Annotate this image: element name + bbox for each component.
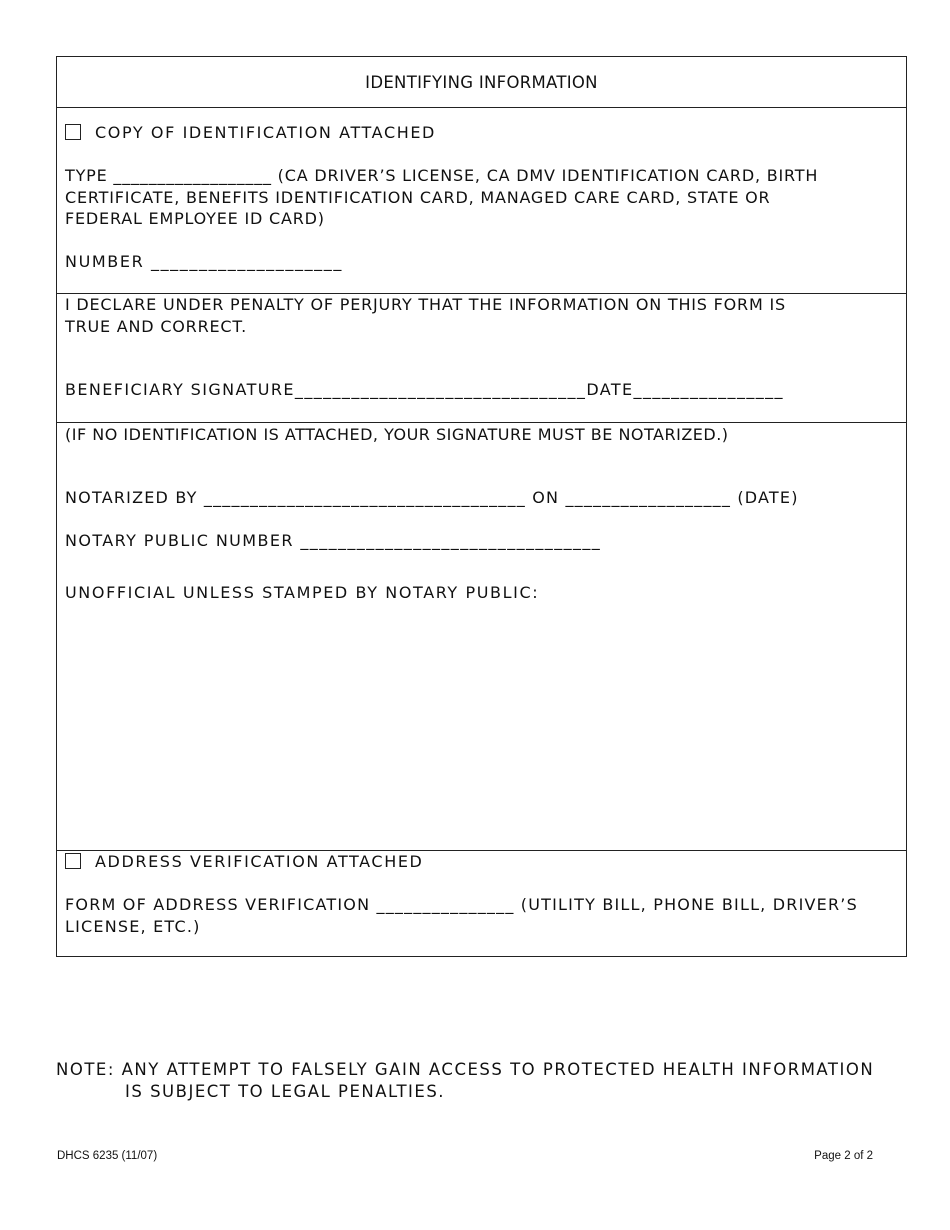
declaration-section	[57, 293, 906, 423]
id-attached-row	[65, 122, 898, 144]
address-section	[57, 850, 906, 957]
legal-note	[56, 1059, 874, 1102]
id-number-line: NUMBER ____________________	[65, 252, 343, 271]
address-attached-checkbox[interactable]	[65, 853, 81, 869]
declaration-line-2: TRUE AND CORRECT.	[65, 316, 247, 336]
address-attached-row	[65, 851, 898, 873]
notary-section	[57, 422, 906, 851]
form-number: DHCS 6235 (11/07)	[57, 1150, 158, 1162]
address-form-line-1: FORM OF ADDRESS VERIFICATION _______________ (UTILITY BILL, PHONE BILL, DRIVER’S	[65, 895, 858, 914]
note-line-1: NOTE: ANY ATTEMPT TO FALSELY GAIN ACCESS TO PROTECTED HEALTH INFORMATION	[56, 1060, 875, 1079]
identifying-information-form	[56, 56, 907, 957]
id-type-line-1: TYPE __________________ (CA DRIVER’S LICENSE, CA DMV IDENTIFICATION CARD, BIRTH	[65, 166, 819, 185]
id-type-line-2: CERTIFICATE, BENEFITS IDENTIFICATION CARD, MANAGED CARE CARD, STATE OR	[65, 187, 771, 207]
notarized-by-line: NOTARIZED BY ___________________________________ ON __________________ (DATE)	[65, 488, 799, 507]
notary-public-number-line: NOTARY PUBLIC NUMBER ________________________________	[65, 531, 602, 550]
address-attached-label: ADDRESS VERIFICATION ATTACHED	[95, 852, 424, 871]
declaration-line-1: I DECLARE UNDER PENALTY OF PERJURY THAT THE INFORMATION ON THIS FORM IS	[65, 295, 786, 314]
identification-section	[57, 107, 906, 294]
notary-intro: (IF NO IDENTIFICATION IS ATTACHED, YOUR SIGNATURE MUST BE NOTARIZED.)	[65, 425, 729, 444]
beneficiary-signature-line: BENEFICIARY SIGNATURE_______________________________DATE________________	[65, 380, 784, 399]
notary-stamp-line: UNOFFICIAL UNLESS STAMPED BY NOTARY PUBLIC:	[65, 583, 540, 602]
page-number: Page 2 of 2	[814, 1150, 873, 1162]
id-attached-checkbox[interactable]	[65, 124, 81, 140]
form-title: IDENTIFYING INFORMATION	[365, 72, 598, 92]
id-type-line-3: FEDERAL EMPLOYEE ID CARD)	[65, 209, 325, 228]
note-line-2: IS SUBJECT TO LEGAL PENALTIES.	[125, 1081, 446, 1101]
id-attached-label: COPY OF IDENTIFICATION ATTACHED	[95, 123, 436, 142]
address-form-line-2: LICENSE, ETC.)	[65, 916, 201, 936]
